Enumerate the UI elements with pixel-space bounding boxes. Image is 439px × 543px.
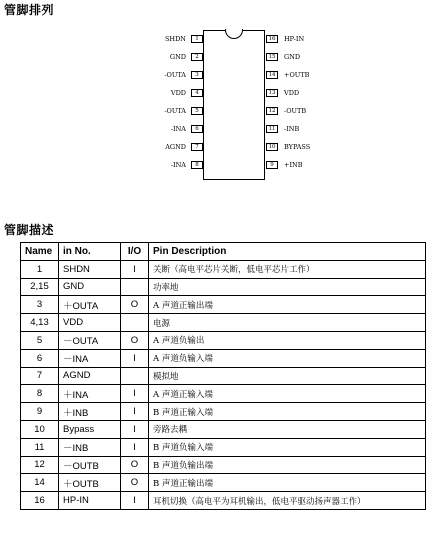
cell-io: O: [121, 331, 149, 349]
cell-io: [121, 367, 149, 385]
cell-description: B 声道负输出端: [149, 456, 426, 474]
table-row: [21, 456, 426, 474]
cell-in-no: ＋OUTA: [59, 296, 121, 314]
table-row: [21, 474, 426, 492]
cell-description: A 声道正输出端: [149, 296, 426, 314]
pin-label-left: GND: [169, 53, 186, 61]
table-row: [21, 331, 426, 349]
table-row: [21, 420, 426, 438]
pin-label-right: -INB: [284, 125, 300, 133]
cell-description: A 声道正输入端: [149, 385, 426, 403]
cell-io: I: [121, 349, 149, 367]
cell-io: O: [121, 296, 149, 314]
cell-name: 4,13: [21, 314, 59, 332]
pin-label-left: -INA: [170, 161, 186, 169]
cell-name: 5: [21, 331, 59, 349]
ic-body: [203, 30, 265, 180]
cell-name: 1: [21, 260, 59, 278]
table-row: [21, 349, 426, 367]
pin-label-left: -INA: [170, 125, 186, 133]
cell-in-no: ＋INA: [59, 385, 121, 403]
pin-number-box: 1: [191, 35, 203, 43]
header-in-no: in No.: [59, 243, 121, 261]
cell-name: 6: [21, 349, 59, 367]
cell-name: 11: [21, 438, 59, 456]
cell-in-no: SHDN: [59, 260, 121, 278]
cell-description: B 声道正输出端: [149, 474, 426, 492]
cell-description: 功率地: [149, 278, 426, 296]
pin-label-right: GND: [284, 53, 301, 61]
cell-io: O: [121, 474, 149, 492]
pin-number-box: 4: [191, 89, 203, 97]
cell-name: 10: [21, 420, 59, 438]
pin-number-box: 8: [191, 161, 203, 169]
cell-in-no: －OUTB: [59, 456, 121, 474]
pin-number-box: 7: [191, 143, 203, 151]
pin-label-left: -OUTA: [164, 71, 186, 79]
cell-io: I: [121, 420, 149, 438]
cell-in-no: Bypass: [59, 420, 121, 438]
table-row: [21, 314, 426, 332]
cell-in-no: HP-IN: [59, 492, 121, 510]
cell-io: I: [121, 260, 149, 278]
cell-name: 12: [21, 456, 59, 474]
cell-description: B 声道负输入端: [149, 438, 426, 456]
cell-name: 8: [21, 385, 59, 403]
header-pin-description: Pin Description: [149, 243, 426, 261]
cell-io: I: [121, 385, 149, 403]
pin-number-box: 10: [266, 143, 278, 151]
cell-description: 耳机切换（高电平为耳机输出，低电平驱动扬声器工作）: [149, 492, 426, 510]
table-row: [21, 260, 426, 278]
cell-name: 2,15: [21, 278, 59, 296]
pin-number-box: 2: [191, 53, 203, 61]
cell-io: I: [121, 403, 149, 421]
cell-description: B 声道正输入端: [149, 403, 426, 421]
cell-name: 7: [21, 367, 59, 385]
cell-in-no: ＋INB: [59, 403, 121, 421]
cell-io: I: [121, 438, 149, 456]
pin-number-box: 15: [266, 53, 278, 61]
pin-label-left: SHDN: [164, 35, 186, 43]
table-row: [21, 438, 426, 456]
cell-description: A 声道负输出: [149, 331, 426, 349]
pin-description-title: 管脚描述: [4, 223, 55, 237]
table-header-row: [21, 243, 426, 261]
pin-number-box: 14: [266, 71, 278, 79]
cell-io: I: [121, 492, 149, 510]
cell-in-no: ＋OUTB: [59, 474, 121, 492]
cell-description: 模拟地: [149, 367, 426, 385]
pin-label-left: VDD: [170, 89, 186, 97]
pin-number-box: 16: [266, 35, 278, 43]
cell-name: 14: [21, 474, 59, 492]
pin-number-box: 6: [191, 125, 203, 133]
pin-number-box: 5: [191, 107, 203, 115]
cell-name: 16: [21, 492, 59, 510]
cell-io: [121, 314, 149, 332]
cell-name: 3: [21, 296, 59, 314]
table-body: [21, 260, 426, 509]
pin-number-box: 12: [266, 107, 278, 115]
table-row: [21, 403, 426, 421]
cell-in-no: VDD: [59, 314, 121, 332]
cell-io: O: [121, 456, 149, 474]
table-row: [21, 492, 426, 510]
pin-label-left: -OUTA: [164, 107, 186, 115]
table-row: [21, 278, 426, 296]
pin-number-box: 3: [191, 71, 203, 79]
cell-in-no: －OUTA: [59, 331, 121, 349]
cell-description: A 声道负输入端: [149, 349, 426, 367]
pin-label-right: HP-IN: [284, 35, 305, 43]
cell-description: 关断（高电平芯片关断，低电平芯片工作）: [149, 260, 426, 278]
cell-in-no: －INB: [59, 438, 121, 456]
header-name: Name: [21, 243, 59, 261]
pin-description-table: [20, 242, 426, 510]
cell-description: 旁路去耦: [149, 420, 426, 438]
pin-label-right: +OUTB: [284, 71, 310, 79]
cell-in-no: AGND: [59, 367, 121, 385]
cell-io: [121, 278, 149, 296]
cell-in-no: GND: [59, 278, 121, 296]
cell-name: 9: [21, 403, 59, 421]
header-io: I/O: [121, 243, 149, 261]
table-row: [21, 296, 426, 314]
cell-in-no: －INA: [59, 349, 121, 367]
pin-label-right: BYPASS: [284, 143, 311, 151]
pin-label-left: AGND: [165, 143, 186, 151]
pin-number-box: 11: [266, 125, 278, 133]
pin-arrangement-title: 管脚排列: [4, 3, 55, 17]
table-row: [21, 385, 426, 403]
pin-label-right: VDD: [284, 89, 300, 97]
table-row: [21, 367, 426, 385]
pin-label-right: +INB: [284, 161, 303, 169]
pin-label-right: -OUTB: [284, 107, 307, 115]
cell-description: 电源: [149, 314, 426, 332]
pin-number-box: 9: [266, 161, 278, 169]
pin-number-box: 13: [266, 89, 278, 97]
